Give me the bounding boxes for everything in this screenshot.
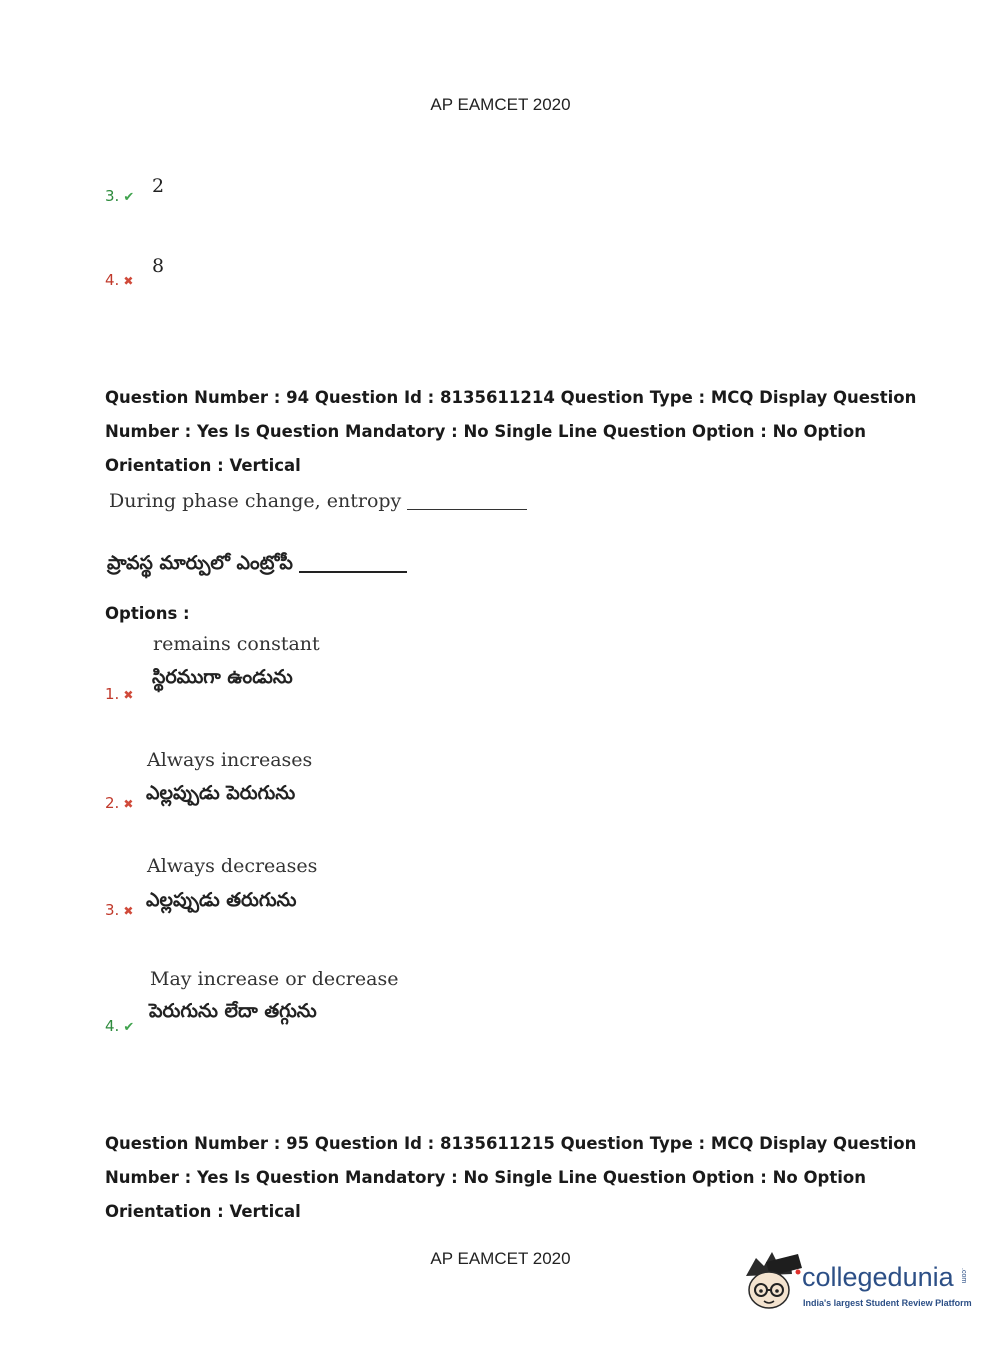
option-value: 2 <box>152 175 165 197</box>
page-footer: AP EAMCET 2020 <box>430 1249 571 1268</box>
answer-blank <box>407 509 527 510</box>
meta-line: Number : Yes Is Question Mandatory : No Single Line Question Option : No Option <box>105 422 866 441</box>
option-value: 8 <box>152 255 165 277</box>
option-4-marker <box>105 1016 134 1035</box>
question-text: During phase change, entropy <box>109 490 402 512</box>
cross-icon: ✖ <box>123 688 134 702</box>
question-text-te <box>107 552 407 579</box>
option-number: 4. <box>105 271 120 289</box>
mascot-icon <box>742 1248 802 1318</box>
collegedunia-logo <box>742 1248 972 1318</box>
prev-option-3 <box>105 186 134 205</box>
option-1-marker <box>105 684 133 703</box>
option-number: 3. <box>105 901 120 919</box>
question-94-meta <box>105 381 917 483</box>
option-1-en: remains constant <box>153 633 320 655</box>
option-4-en: May increase or decrease <box>150 968 399 990</box>
check-icon: ✔ <box>123 190 135 205</box>
option-number: 2. <box>105 794 120 812</box>
option-number: 4. <box>105 1017 120 1035</box>
page-header: AP EAMCET 2020 <box>430 95 571 114</box>
option-2-te: ఎల్లప్పుడు పెరుగును <box>146 782 296 804</box>
meta-line: Orientation : Vertical <box>105 456 301 475</box>
check-icon: ✔ <box>123 1020 135 1035</box>
option-3-marker <box>105 900 133 919</box>
answer-blank <box>299 571 407 573</box>
cross-icon: ✖ <box>123 904 134 918</box>
option-3-en: Always decreases <box>147 855 318 877</box>
prev-option-4 <box>105 270 133 289</box>
options-label: Options : <box>105 604 190 623</box>
option-1-te: స్థిరముగా ఉండును <box>152 666 293 688</box>
meta-line: Number : Yes Is Question Mandatory : No Single Line Question Option : No Option <box>105 1168 866 1187</box>
option-number: 1. <box>105 685 120 703</box>
logo-com: .com <box>960 1268 967 1284</box>
meta-line: Question Number : 94 Question Id : 8135611214 Question Type : MCQ Display Question <box>105 388 917 407</box>
logo-wordmark: collegedunia <box>802 1262 954 1292</box>
logo-tagline: India's largest Student Review Platform <box>803 1298 972 1308</box>
cross-icon: ✖ <box>123 797 134 811</box>
option-3-te: ఎల్లప్పుడు తరుగును <box>146 889 297 911</box>
option-number: 3. <box>105 187 120 205</box>
question-text-en <box>109 490 527 512</box>
option-2-marker <box>105 793 133 812</box>
option-2-en: Always increases <box>147 749 313 771</box>
meta-line: Orientation : Vertical <box>105 1202 301 1221</box>
question-text-telugu: ప్రావస్థ మార్పులో ఎంట్రోపీ <box>107 552 293 574</box>
meta-line: Question Number : 95 Question Id : 8135611215 Question Type : MCQ Display Question <box>105 1134 917 1153</box>
cross-icon: ✖ <box>123 274 134 288</box>
question-95-meta <box>105 1127 917 1229</box>
option-4-te: పెరుగును లేదా తగ్గును <box>149 1000 317 1022</box>
